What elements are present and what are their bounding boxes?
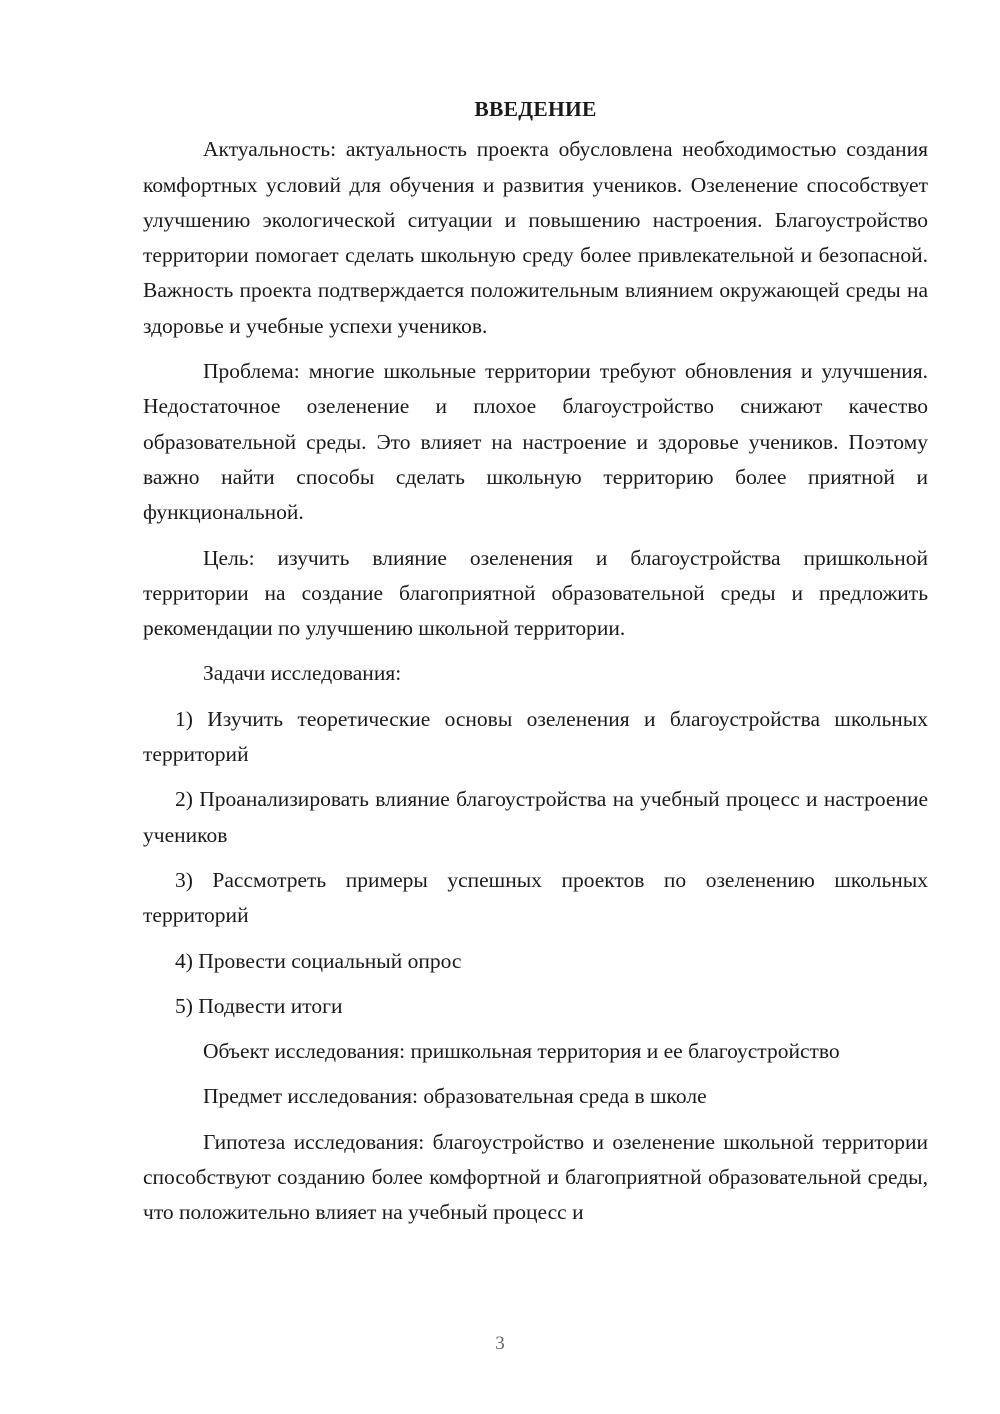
relevance-paragraph: Актуальность: актуальность проекта обусловлена необходимостью создания комфортных условий для обучения и развития учеников. Озеленение способствует улучшению экологической ситуации и повышению настроения. Благоустройство территории помогает сделать школьную среду более привлекательной и безопасной. Важность проекта подтверждается положительным влиянием окружающей среды на здоровье и учебные успехи учеников. (143, 137, 928, 338)
document-page (143, 92, 928, 1241)
subject-paragraph: Предмет исследования: образовательная среда в школе (203, 1084, 707, 1109)
task-item: 3) Рассмотреть примеры успешных проектов по озеленению школьных территорий (143, 867, 928, 928)
task-item: 4) Провести социальный опрос (175, 948, 462, 973)
tasks-heading: Задачи исследования: (203, 661, 402, 686)
page-number: 3 (495, 1333, 505, 1354)
task-item: 2) Проанализировать влияние благоустройства на учебный процесс и настроение учеников (143, 787, 928, 847)
object-paragraph: Объект исследования: пришкольная территория и ее благоустройство (203, 1039, 840, 1064)
problem-paragraph: Проблема: многие школьные территории требуют обновления и улучшения. Недостаточное озеленение и плохое благоустройство снижают качество образовательной среды. Это влияет на настроение и здоровье учеников. Поэтому важно найти способы сделать школьную территорию более приятной и функциональной. (143, 359, 928, 525)
goal-paragraph: Цель: изучить влияние озеленения и благоустройства пришкольной территории на создание благоприятной образовательной среды и предложить рекомендации по улучшению школьной территории. (143, 545, 928, 641)
task-item: 1) Изучить теоретические основы озеленения и благоустройства школьных территорий (143, 706, 928, 767)
section-title: ВВЕДЕНИЕ (474, 97, 597, 121)
hypothesis-paragraph: Гипотеза исследования: благоустройство и озеленение школьной территории способствуют созданию более комфортной и благоприятной образовательной среды, что положительно влияет на учебный процесс и (143, 1129, 928, 1225)
task-item: 5) Подвести итоги (175, 993, 343, 1018)
